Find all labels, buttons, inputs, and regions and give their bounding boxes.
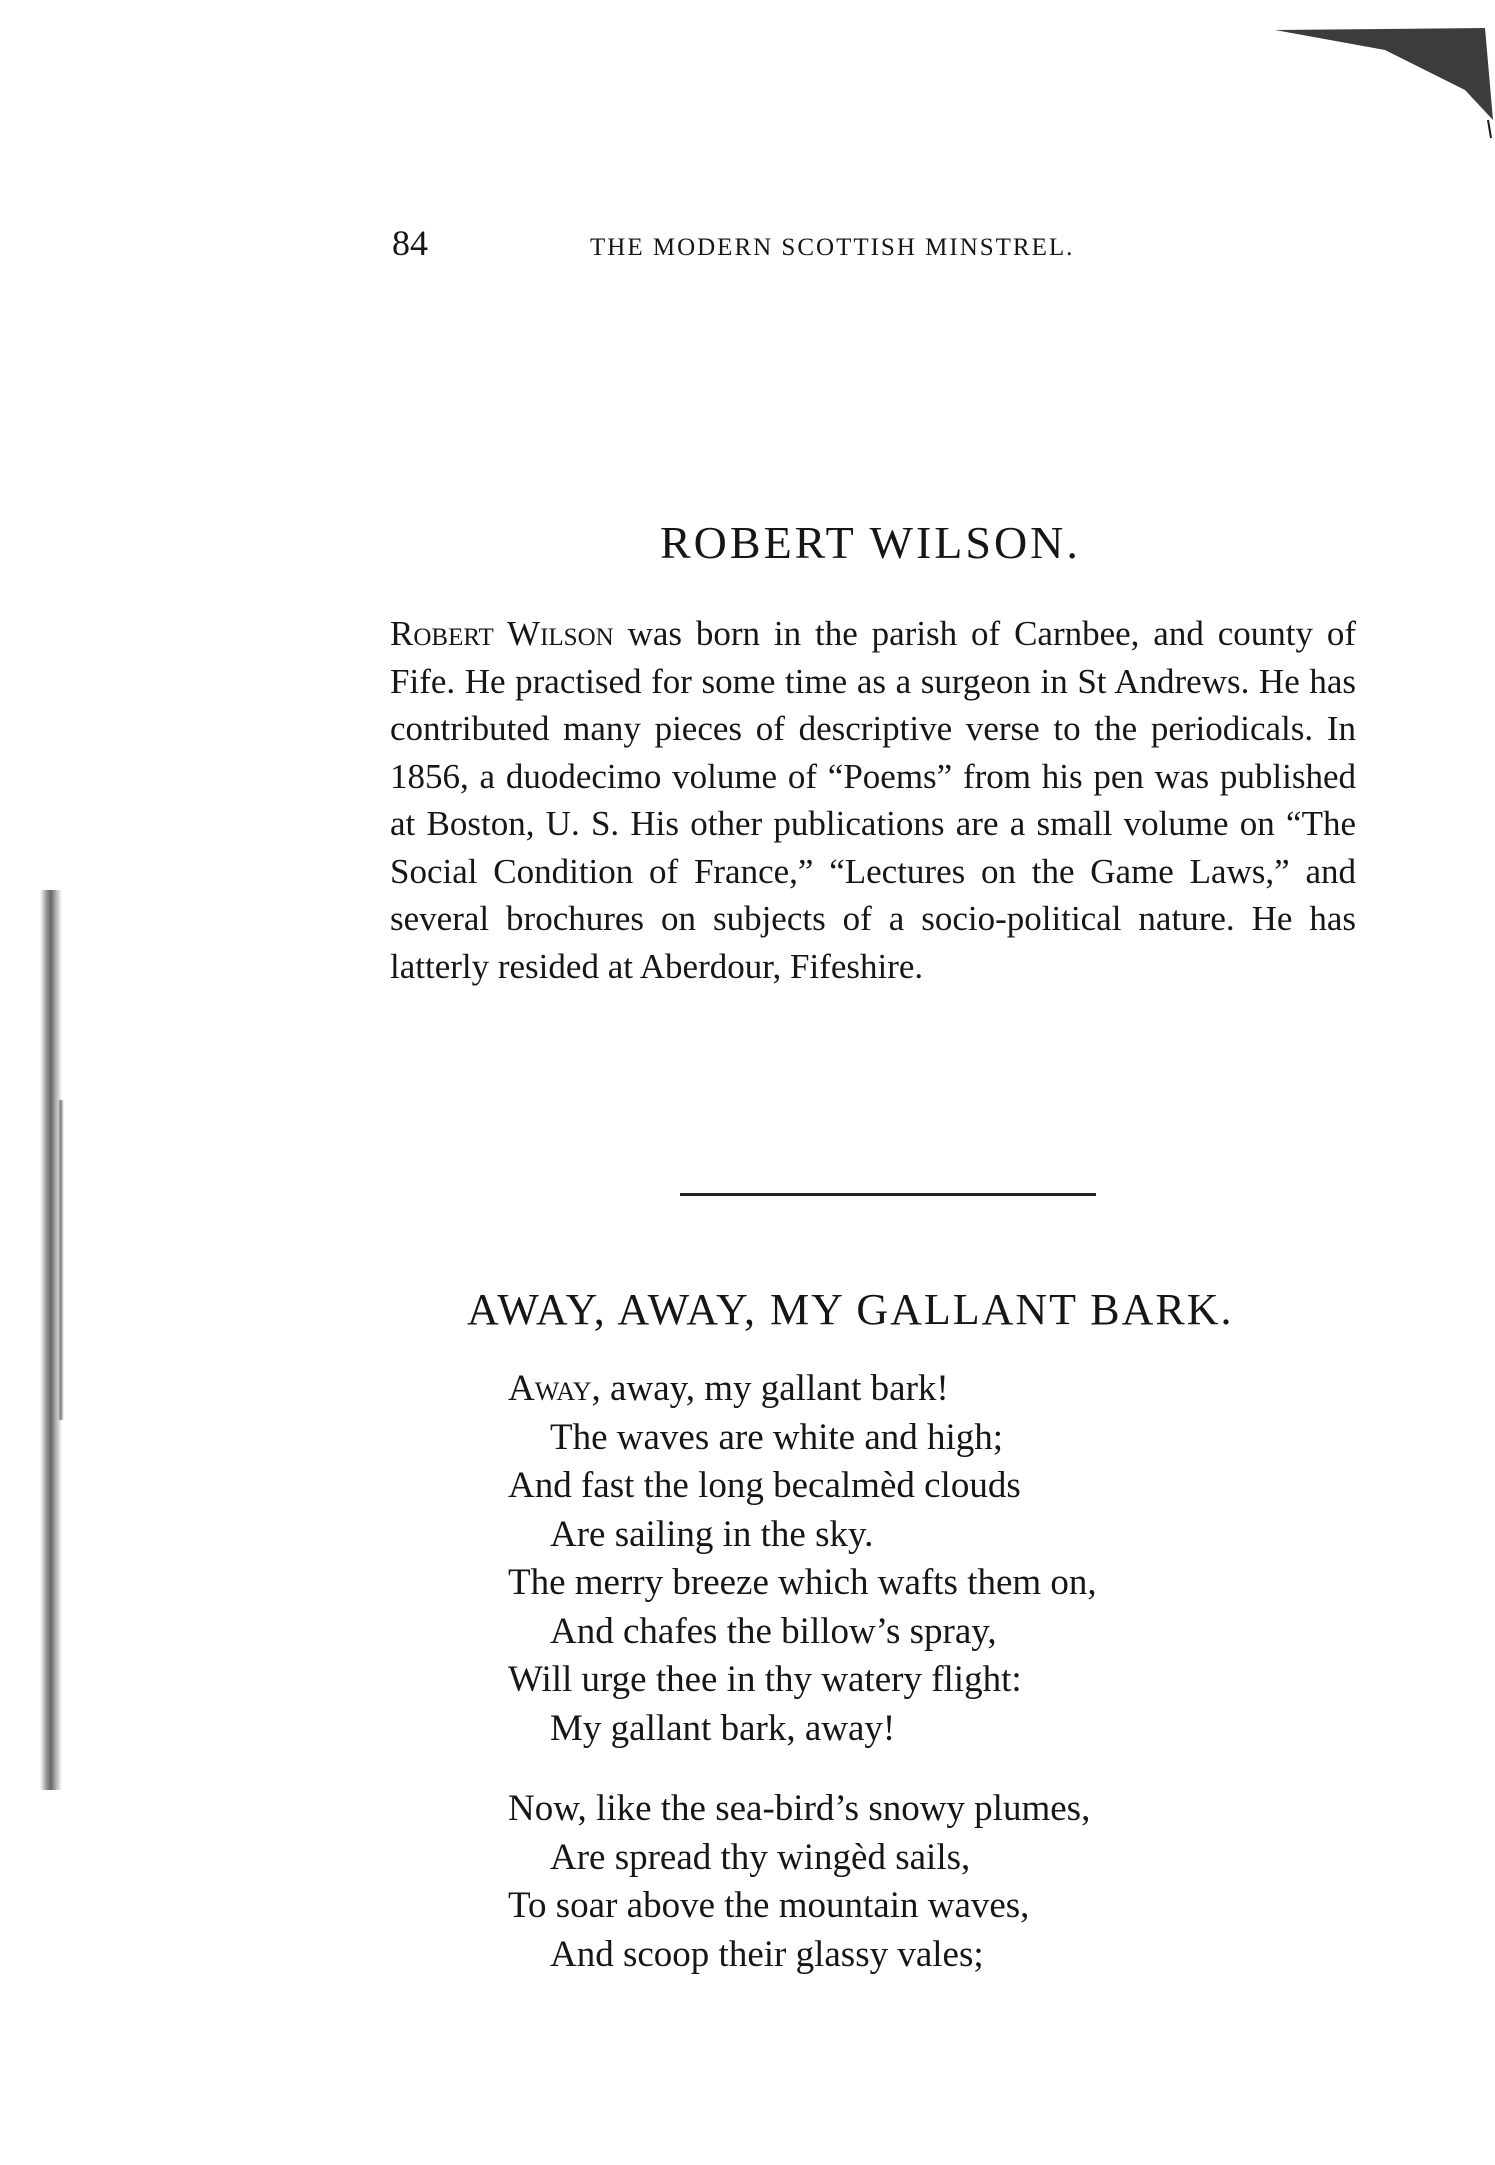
page-number: 84 [392,223,428,263]
author-heading: ROBERT WILSON. [660,517,1081,568]
poem-line: Away, away, my gallant bark! [508,1368,949,1409]
poem-body [508,1365,1308,2011]
poem-stanza-2 [508,1785,1308,1979]
running-title: THE MODERN SCOTTISH MINSTREL. [590,234,1075,261]
poem-line: Now, like the sea-bird’s snowy plumes, [508,1788,1091,1829]
poem-first-word: Away [508,1368,592,1409]
poem-line: And scoop their glassy vales; [550,1933,984,1975]
scan-corner-mark [1235,20,1495,140]
poem-line: My gallant bark, away! [550,1707,896,1749]
bio-text: was born in the parish of Carnbee, and county of Fife. He practised for some time as a surgeon in St Andrews. He has contributed many pieces of descriptive verse to the periodicals. In 1856, a duodecimo volume of “Poems” from his pen was published at Boston, U. S. His other publications are a small volume on “The Social Condition of France,” “Lectures on the Game Laws,” and several brochures on subjects of a socio-political nature. He has latterly resided at Aberdour, Fifeshire. [390,614,1356,986]
poem-stanza-1 [508,1365,1308,1753]
poem-line: The waves are white and high; [550,1416,1004,1458]
poem-line: Will urge thee in thy watery flight: [508,1659,1022,1700]
page-header [392,222,1192,262]
bio-lead-name: Robert Wilson [390,614,614,653]
poem-line: The merry breeze which wafts them on, [508,1562,1097,1603]
poem-line: To soar above the mountain waves, [508,1885,1030,1926]
scan-binding-shadow-inner [58,1100,64,1420]
poem-line: And fast the long becalmèd clouds [508,1465,1021,1506]
poem-line: And chafes the billow’s spray, [550,1610,997,1652]
poem-line: Are spread thy wingèd sails, [550,1836,971,1878]
poem-title: AWAY, AWAY, MY GALLANT BARK. [467,1285,1234,1334]
section-divider [680,1193,1096,1196]
poem-line: Are sailing in the sky. [550,1513,874,1555]
author-biography [390,610,1356,990]
